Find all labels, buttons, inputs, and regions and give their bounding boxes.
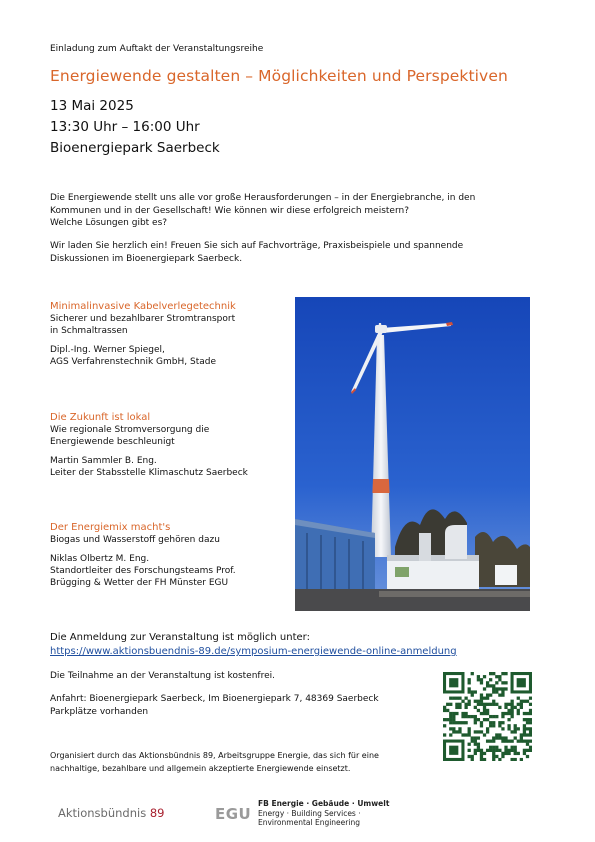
aktionsbuendnis-number: 89 [149, 806, 165, 820]
talk-title: Minimalinvasive Kabelverlegetechnik [50, 301, 236, 312]
registration-heading: Die Anmeldung zur Veranstaltung ist möglich unter: [50, 632, 310, 643]
event-time: 13:30 Uhr – 16:00 Uhr [50, 119, 200, 135]
talk-subtitle: Sicherer und bezahlbarer Stromtransport [50, 314, 236, 324]
talk-2 [50, 411, 285, 479]
talk-title: Der Energiemix macht's [50, 522, 171, 533]
talk-subtitle: Wie regionale Stromversorgung die [50, 425, 210, 435]
talk-speaker: Niklas Olbertz M. Eng. [50, 554, 150, 564]
egu-line: FB Energie · Gebäude · Umwelt [258, 799, 390, 808]
intro-paragraph-1 [50, 192, 530, 230]
participation-free-text: Die Teilnahme an der Veranstaltung ist kostenfrei. [50, 671, 275, 681]
talk-speaker-affiliation: Brügging & Wetter der FH Münster EGU [50, 578, 229, 588]
organizer-line: Organisiert durch das Aktionsbündnis 89, Arbeitsgruppe Energie, das sich für eine [50, 751, 379, 760]
registration-link[interactable]: https://www.aktionsbuendnis-89.de/symposium-energiewende-online-anmeldung [50, 646, 457, 657]
organizer-line: nachhaltige, bezahlbare und allgemein akzeptierte Energiewende einsetzt. [50, 763, 351, 773]
event-title: Energiewende gestalten – Möglichkeiten und Perspektiven [50, 67, 508, 85]
egu-line: Energy · Building Services · [258, 808, 361, 818]
talk-speaker-affiliation: Standortleiter des Forschungsteams Prof. [50, 566, 236, 576]
directions-text: Anfahrt: Bioenergiepark Saerbeck, Im Bioenergiepark 7, 48369 Saerbeck [50, 694, 379, 704]
egu-line: Environmental Engineering [258, 818, 360, 827]
talk-speaker: Dipl.-Ing. Werner Spiegel, [50, 345, 165, 355]
intro-line: Diskussionen im Bioenergiepark Saerbeck. [50, 253, 243, 264]
talk-title: Die Zukunft ist lokal [50, 412, 151, 423]
talk-speaker-affiliation: AGS Verfahrenstechnik GmbH, Stade [50, 357, 217, 367]
event-date: 13 Mai 2025 [50, 98, 134, 114]
wind-turbine-photo [295, 297, 530, 611]
intro-line: Welche Lösungen gibt es? [50, 218, 168, 228]
intro-paragraph-2 [50, 240, 530, 265]
intro-line: Wir laden Sie herzlich ein! Freuen Sie sich auf Fachvorträge, Praxisbeispiele und spannende [50, 241, 464, 251]
egu-logo-mark: EGU [215, 805, 252, 823]
organizer-note [50, 750, 379, 775]
intro-line: Die Energiewende stellt uns alle vor große Herausforderungen – in der Energiebranche, in den [50, 193, 476, 203]
aktionsbuendnis-name: Aktionsbündnis [58, 806, 147, 820]
talk-speaker-affiliation: Leiter der Stabsstelle Klimaschutz Saerbeck [50, 468, 248, 478]
talk-subtitle: in Schmaltrassen [50, 326, 128, 336]
invitation-intro: Einladung zum Auftakt der Veranstaltungsreihe [50, 44, 264, 54]
talk-subtitle: Energiewende beschleunigt [50, 437, 175, 447]
egu-logo-text [258, 799, 389, 828]
talk-1 [50, 300, 285, 368]
talk-speaker: Martin Sammler B. Eng. [50, 456, 157, 466]
talk-3 [50, 521, 285, 589]
registration-qr-code[interactable] [443, 672, 532, 761]
parking-text: Parkplätze vorhanden [50, 707, 149, 717]
event-location: Bioenergiepark Saerbeck [50, 140, 220, 156]
aktionsbuendnis-logo [58, 806, 165, 820]
intro-line: Kommunen und in der Gesellschaft! Wie können wir diese erfolgreich meistern? [50, 205, 409, 216]
talk-subtitle: Biogas und Wasserstoff gehören dazu [50, 535, 220, 545]
